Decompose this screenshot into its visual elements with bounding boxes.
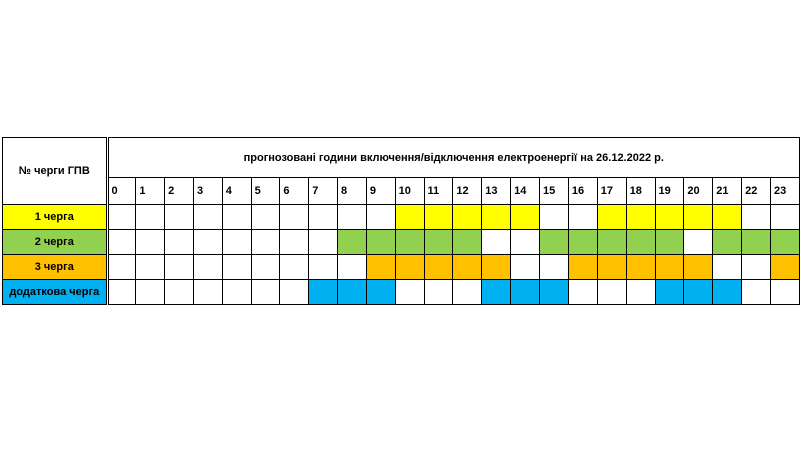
hour-slot-4 bbox=[222, 230, 251, 255]
hour-slot-3 bbox=[193, 205, 222, 230]
hour-slot-20 bbox=[684, 230, 713, 255]
hour-slot-4 bbox=[222, 280, 251, 305]
hour-header-9: 9 bbox=[366, 178, 395, 205]
hour-slot-2 bbox=[165, 255, 194, 280]
hour-header-12: 12 bbox=[453, 178, 482, 205]
hour-slot-15 bbox=[540, 280, 569, 305]
hour-header-8: 8 bbox=[338, 178, 367, 205]
hour-slot-0 bbox=[107, 280, 136, 305]
hour-slot-14 bbox=[511, 280, 540, 305]
hour-slot-14 bbox=[511, 205, 540, 230]
hour-slot-17 bbox=[597, 255, 626, 280]
outage-schedule-table bbox=[2, 137, 800, 305]
hour-slot-18 bbox=[626, 230, 655, 255]
hour-slot-9 bbox=[366, 280, 395, 305]
queue-column-header: № черги ГПВ bbox=[3, 138, 108, 205]
queue-label: 1 черга bbox=[3, 205, 108, 230]
hour-slot-3 bbox=[193, 230, 222, 255]
hour-slot-16 bbox=[568, 230, 597, 255]
hour-slot-15 bbox=[540, 230, 569, 255]
hour-slot-6 bbox=[280, 280, 309, 305]
hour-slot-13 bbox=[482, 280, 511, 305]
queue-label: 3 черга bbox=[3, 255, 108, 280]
hour-slot-23 bbox=[771, 280, 800, 305]
hour-header-0: 0 bbox=[107, 178, 136, 205]
hour-slot-23 bbox=[771, 230, 800, 255]
hour-header-19: 19 bbox=[655, 178, 684, 205]
queue-label: додаткова черга bbox=[3, 280, 108, 305]
hour-slot-12 bbox=[453, 205, 482, 230]
hour-slot-2 bbox=[165, 230, 194, 255]
hour-slot-19 bbox=[655, 205, 684, 230]
hour-slot-21 bbox=[713, 255, 742, 280]
hour-slot-17 bbox=[597, 280, 626, 305]
hour-header-1: 1 bbox=[136, 178, 165, 205]
hour-slot-11 bbox=[424, 205, 453, 230]
hour-slot-8 bbox=[338, 280, 367, 305]
hours-header-row bbox=[3, 178, 800, 205]
queue-row bbox=[3, 255, 800, 280]
queue-row bbox=[3, 205, 800, 230]
queue-row bbox=[3, 280, 800, 305]
hour-header-7: 7 bbox=[309, 178, 338, 205]
hour-slot-2 bbox=[165, 280, 194, 305]
hour-slot-7 bbox=[309, 280, 338, 305]
hour-slot-13 bbox=[482, 255, 511, 280]
hour-header-23: 23 bbox=[771, 178, 800, 205]
hour-slot-20 bbox=[684, 280, 713, 305]
hour-header-6: 6 bbox=[280, 178, 309, 205]
hour-slot-4 bbox=[222, 205, 251, 230]
hour-header-11: 11 bbox=[424, 178, 453, 205]
hour-slot-4 bbox=[222, 255, 251, 280]
hour-slot-20 bbox=[684, 205, 713, 230]
hour-header-18: 18 bbox=[626, 178, 655, 205]
hour-slot-13 bbox=[482, 230, 511, 255]
hour-slot-19 bbox=[655, 280, 684, 305]
hour-header-20: 20 bbox=[684, 178, 713, 205]
hour-slot-16 bbox=[568, 205, 597, 230]
hour-slot-8 bbox=[338, 255, 367, 280]
hour-slot-11 bbox=[424, 230, 453, 255]
hour-slot-14 bbox=[511, 255, 540, 280]
hour-slot-23 bbox=[771, 255, 800, 280]
hour-slot-19 bbox=[655, 230, 684, 255]
hour-slot-22 bbox=[742, 230, 771, 255]
hour-slot-6 bbox=[280, 205, 309, 230]
hour-slot-7 bbox=[309, 255, 338, 280]
hour-slot-8 bbox=[338, 230, 367, 255]
hour-slot-1 bbox=[136, 205, 165, 230]
hour-slot-16 bbox=[568, 280, 597, 305]
hour-slot-6 bbox=[280, 255, 309, 280]
hour-header-21: 21 bbox=[713, 178, 742, 205]
hour-slot-12 bbox=[453, 280, 482, 305]
hour-slot-20 bbox=[684, 255, 713, 280]
hour-slot-22 bbox=[742, 255, 771, 280]
hour-header-5: 5 bbox=[251, 178, 280, 205]
hour-slot-17 bbox=[597, 230, 626, 255]
hour-slot-12 bbox=[453, 255, 482, 280]
hour-header-13: 13 bbox=[482, 178, 511, 205]
hour-slot-21 bbox=[713, 280, 742, 305]
hour-slot-1 bbox=[136, 255, 165, 280]
hour-slot-9 bbox=[366, 230, 395, 255]
hour-slot-6 bbox=[280, 230, 309, 255]
hour-slot-22 bbox=[742, 280, 771, 305]
hour-slot-11 bbox=[424, 280, 453, 305]
hour-header-3: 3 bbox=[193, 178, 222, 205]
hour-slot-17 bbox=[597, 205, 626, 230]
hour-header-2: 2 bbox=[165, 178, 194, 205]
hour-slot-11 bbox=[424, 255, 453, 280]
hour-slot-2 bbox=[165, 205, 194, 230]
hour-slot-16 bbox=[568, 255, 597, 280]
hour-slot-23 bbox=[771, 205, 800, 230]
hour-slot-0 bbox=[107, 205, 136, 230]
hour-slot-8 bbox=[338, 205, 367, 230]
hour-slot-5 bbox=[251, 230, 280, 255]
hour-slot-15 bbox=[540, 255, 569, 280]
hour-header-14: 14 bbox=[511, 178, 540, 205]
hour-slot-10 bbox=[395, 230, 424, 255]
hour-slot-5 bbox=[251, 205, 280, 230]
hour-slot-1 bbox=[136, 230, 165, 255]
hour-slot-22 bbox=[742, 205, 771, 230]
hour-slot-18 bbox=[626, 255, 655, 280]
hour-slot-7 bbox=[309, 205, 338, 230]
hour-header-22: 22 bbox=[742, 178, 771, 205]
hour-slot-10 bbox=[395, 280, 424, 305]
hour-header-17: 17 bbox=[597, 178, 626, 205]
hour-slot-3 bbox=[193, 280, 222, 305]
hour-slot-21 bbox=[713, 230, 742, 255]
hour-slot-0 bbox=[107, 230, 136, 255]
hour-slot-15 bbox=[540, 205, 569, 230]
hour-header-16: 16 bbox=[568, 178, 597, 205]
hour-slot-9 bbox=[366, 255, 395, 280]
hour-slot-0 bbox=[107, 255, 136, 280]
hour-slot-1 bbox=[136, 280, 165, 305]
hour-slot-3 bbox=[193, 255, 222, 280]
queue-label: 2 черга bbox=[3, 230, 108, 255]
hour-slot-10 bbox=[395, 205, 424, 230]
queue-row bbox=[3, 230, 800, 255]
hour-slot-10 bbox=[395, 255, 424, 280]
hour-slot-5 bbox=[251, 280, 280, 305]
hour-slot-13 bbox=[482, 205, 511, 230]
hour-slot-7 bbox=[309, 230, 338, 255]
hour-slot-14 bbox=[511, 230, 540, 255]
hour-slot-21 bbox=[713, 205, 742, 230]
hour-slot-19 bbox=[655, 255, 684, 280]
schedule-title: прогнозовані години включення/відключення електроенергії на 26.12.2022 р. bbox=[107, 138, 799, 178]
hour-slot-18 bbox=[626, 205, 655, 230]
hour-header-15: 15 bbox=[540, 178, 569, 205]
title-row bbox=[3, 138, 800, 178]
hour-slot-9 bbox=[366, 205, 395, 230]
hour-header-10: 10 bbox=[395, 178, 424, 205]
hour-slot-18 bbox=[626, 280, 655, 305]
hour-slot-5 bbox=[251, 255, 280, 280]
hour-header-4: 4 bbox=[222, 178, 251, 205]
hour-slot-12 bbox=[453, 230, 482, 255]
